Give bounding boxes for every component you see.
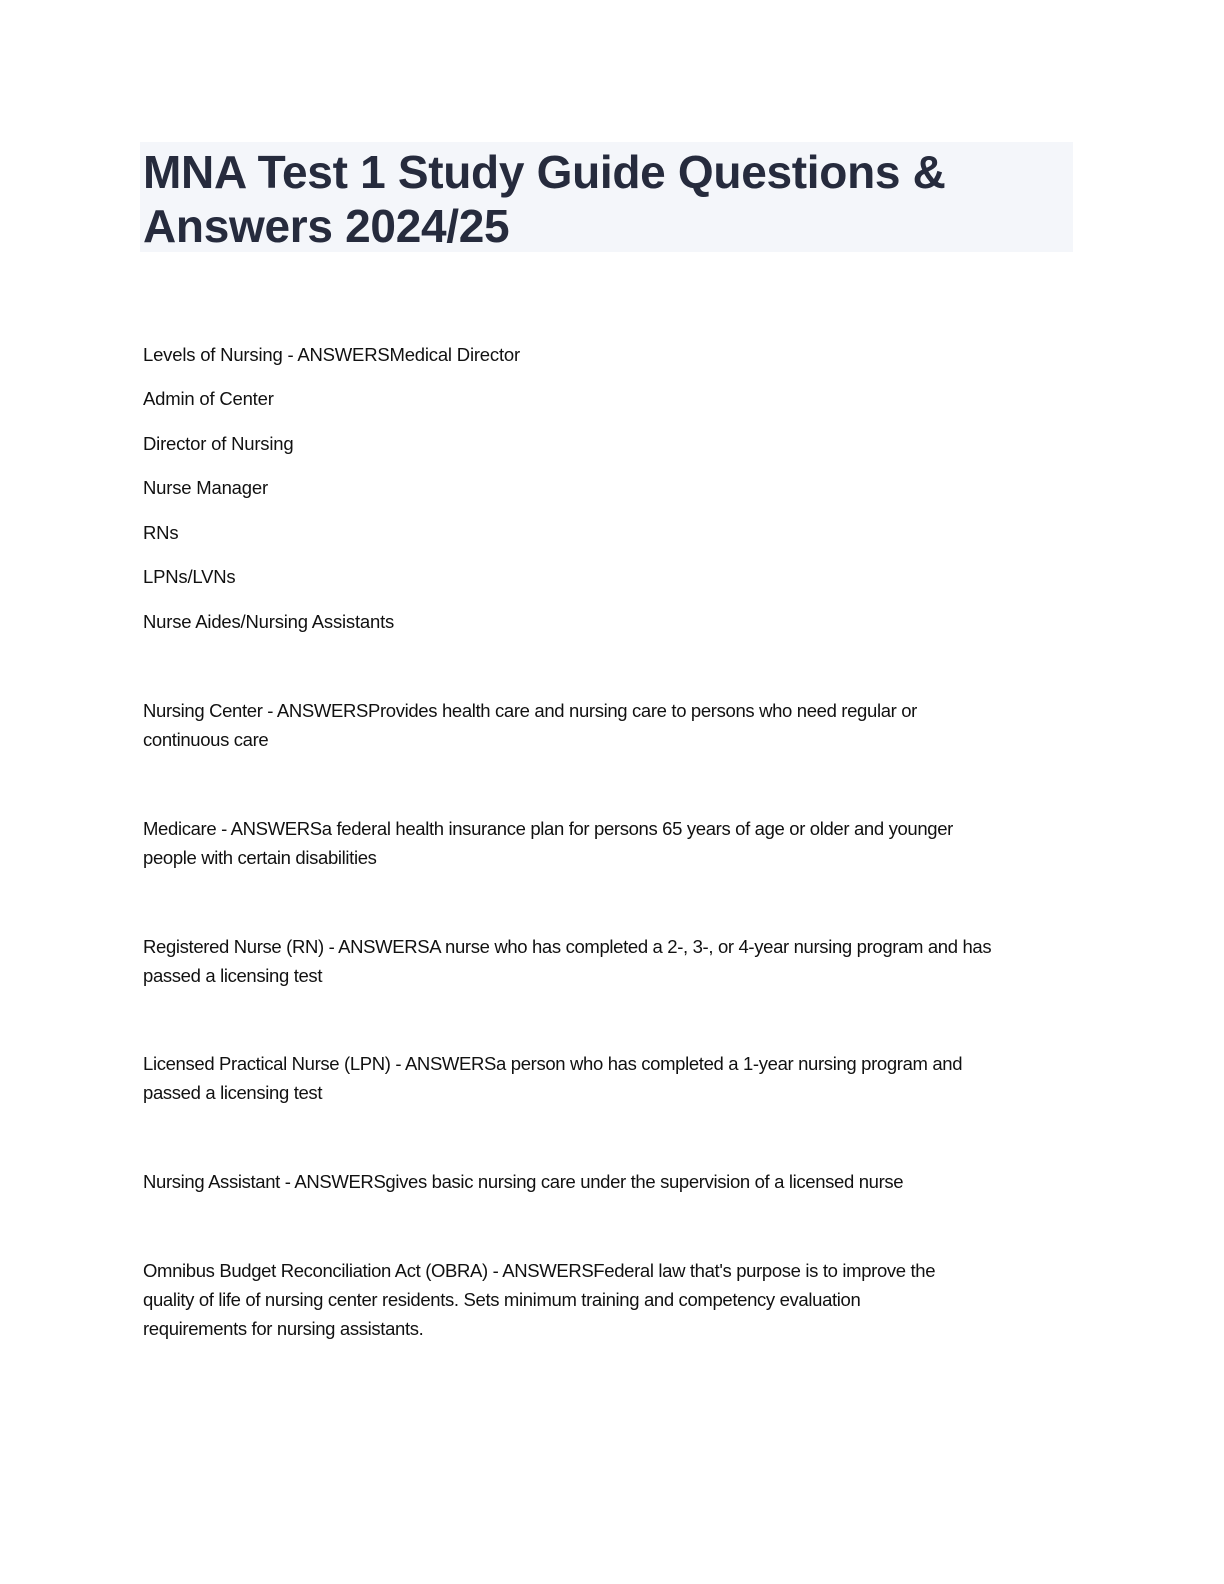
entry-line: passed a licensing test: [143, 965, 323, 986]
entry-medicare: [143, 814, 1078, 872]
entry-line: Nursing Assistant - ANSWERSgives basic nursing care under the supervision of a licensed nurse: [143, 1171, 904, 1192]
list-item: Nurse Aides/Nursing Assistants: [143, 611, 395, 632]
entry-line: Nursing Center - ANSWERSProvides health care and nursing care to persons who need regular or: [143, 700, 917, 721]
list-item: Admin of Center: [143, 388, 274, 409]
list-item: Nurse Manager: [143, 477, 268, 498]
entry-line: Registered Nurse (RN) - ANSWERSA nurse who has completed a 2-, 3-, or 4-year nursing program and has: [143, 936, 992, 957]
document-title: [143, 145, 1068, 253]
list-item: RNs: [143, 522, 179, 543]
list-item: Director of Nursing: [143, 433, 294, 454]
entry-line: Medicare - ANSWERSa federal health insurance plan for persons 65 years of age or older and younger: [143, 818, 953, 839]
title-line-1: MNA Test 1 Study Guide Questions &: [143, 146, 946, 198]
entry-line: Licensed Practical Nurse (LPN) - ANSWERSa person who has completed a 1-year nursing program and: [143, 1053, 963, 1074]
entry-nursing-assistant: [143, 1167, 1078, 1196]
entry-line: passed a licensing test: [143, 1082, 323, 1103]
entry-line: quality of life of nursing center residents. Sets minimum training and competency evaluation: [143, 1289, 861, 1310]
title-line-2: Answers 2024/25: [143, 200, 510, 252]
entry-line: requirements for nursing assistants.: [143, 1318, 424, 1339]
entry-line: Omnibus Budget Reconciliation Act (OBRA) - ANSWERSFederal law that's purpose is to improve the: [143, 1260, 936, 1281]
entry-line: people with certain disabilities: [143, 847, 377, 868]
entry-nursing-center: [143, 696, 1078, 754]
list-item: Levels of Nursing - ANSWERSMedical Director: [143, 344, 520, 365]
entry-registered-nurse: [143, 932, 1078, 990]
entry-obra: [143, 1256, 1078, 1343]
entry-licensed-practical-nurse: [143, 1049, 1078, 1107]
list-item: LPNs/LVNs: [143, 566, 236, 587]
entry-line: continuous care: [143, 729, 269, 750]
